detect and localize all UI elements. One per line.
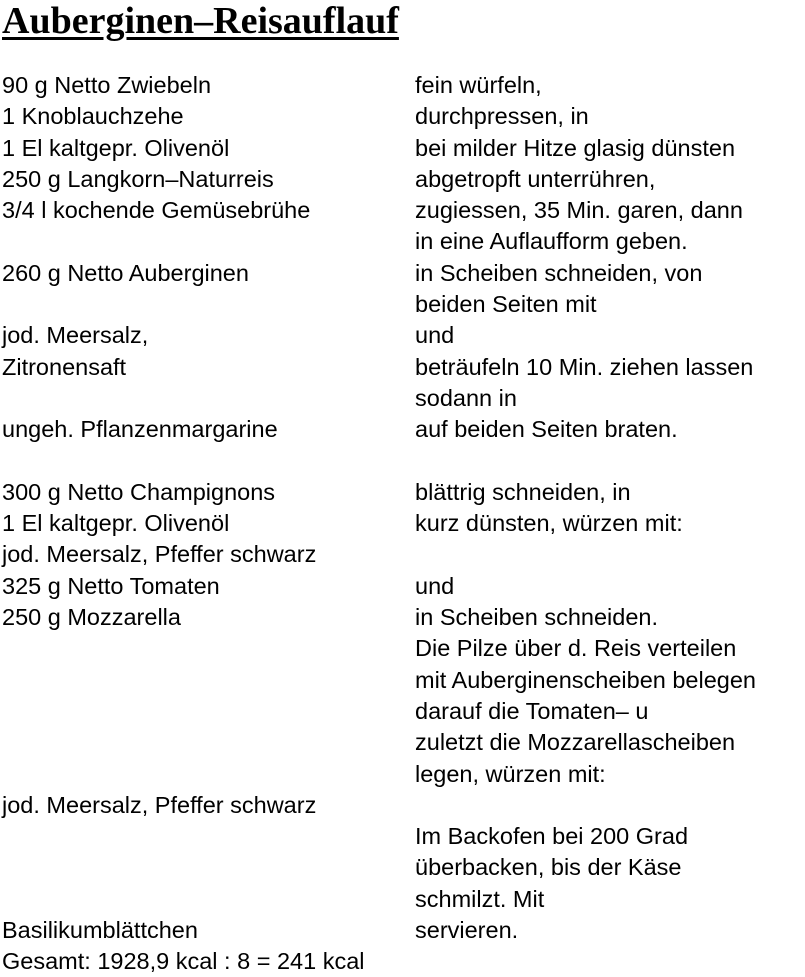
ingredient: [2, 633, 415, 664]
recipe-row: [2, 477, 805, 508]
recipe-row: [2, 915, 805, 946]
recipe-row: [2, 383, 805, 414]
instruction: legen, würzen mit:: [415, 760, 606, 787]
ingredient: 1 Knoblauchzehe: [2, 103, 184, 130]
instruction: durchpressen, in: [415, 103, 589, 130]
instruction: beträufeln 10 Min. ziehen lassen: [415, 353, 754, 380]
ingredient: 325 g Netto Tomaten: [2, 572, 220, 599]
recipe-title: Auberginen–Reisauflauf: [2, 0, 399, 42]
instruction: schmilzt. Mit: [415, 885, 545, 912]
recipe-table: [2, 70, 805, 946]
instruction: [415, 446, 805, 477]
recipe-row: [2, 289, 805, 320]
instruction: auf beiden Seiten braten.: [415, 416, 678, 443]
instruction: und: [415, 322, 455, 349]
instruction: in Scheiben schneiden.: [415, 604, 659, 631]
instruction: sodann in: [415, 384, 517, 411]
ingredient: [2, 446, 415, 477]
ingredient: [2, 289, 415, 320]
instruction: zuletzt die Mozzarellascheiben: [415, 729, 736, 756]
ingredient: 260 g Netto Auberginen: [2, 259, 249, 286]
recipe-row: [2, 852, 805, 883]
recipe-row: [2, 759, 805, 790]
ingredient: 3/4 l kochende Gemüsebrühe: [2, 197, 311, 224]
ingredient: Basilikumblättchen: [2, 917, 198, 944]
recipe-row: [2, 727, 805, 758]
recipe-row: [2, 539, 805, 570]
instruction: Die Pilze über d. Reis verteilen: [415, 635, 737, 662]
recipe-row: [2, 164, 805, 195]
recipe-row: [2, 352, 805, 383]
ingredient: 1 El kaltgepr. Olivenöl: [2, 134, 230, 161]
recipe-row: [2, 571, 805, 602]
ingredient: [2, 383, 415, 414]
instruction: überbacken, bis der Käse: [415, 854, 682, 881]
ingredient: [2, 852, 415, 883]
recipe-row: [2, 884, 805, 915]
total-calories: Gesamt: 1928,9 kcal : 8 = 241 kcal: [2, 948, 365, 974]
ingredient: jod. Meersalz,: [2, 322, 149, 349]
recipe-row: [2, 821, 805, 852]
recipe-row: [2, 665, 805, 696]
ingredient: 250 g Langkorn–Naturreis: [2, 165, 274, 192]
ingredient: Zitronensaft: [2, 353, 127, 380]
instruction: abgetropft unterrühren,: [415, 165, 656, 192]
instruction: beiden Seiten mit: [415, 291, 597, 318]
ingredient: [2, 696, 415, 727]
recipe-row: [2, 790, 805, 821]
instruction: blättrig schneiden, in: [415, 478, 631, 505]
ingredient: [2, 226, 415, 257]
instruction: in Scheiben schneiden, von: [415, 259, 703, 286]
recipe-row: [2, 633, 805, 664]
instruction: in eine Auflaufform geben.: [415, 228, 688, 255]
instruction: [415, 539, 805, 570]
ingredient: 250 g Mozzarella: [2, 604, 181, 631]
ingredient: [2, 665, 415, 696]
instruction: bei milder Hitze glasig dünsten: [415, 134, 736, 161]
recipe-row: [2, 446, 805, 477]
recipe-row: [2, 696, 805, 727]
instruction: darauf die Tomaten– u: [415, 697, 649, 724]
instruction: und: [415, 572, 455, 599]
instruction: Im Backofen bei 200 Grad: [415, 823, 689, 850]
recipe-row: [2, 133, 805, 164]
instruction: fein würfeln,: [415, 72, 542, 98]
recipe-row: [2, 195, 805, 226]
recipe-row: [2, 602, 805, 633]
recipe-row: [2, 226, 805, 257]
instruction: zugiessen, 35 Min. garen, dann: [415, 197, 743, 224]
recipe-row: [2, 414, 805, 445]
recipe-row: [2, 320, 805, 351]
instruction: mit Auberginenscheiben belegen: [415, 666, 757, 693]
instruction: kurz dünsten, würzen mit:: [415, 510, 683, 537]
ingredient: [2, 759, 415, 790]
ingredient: ungeh. Pflanzenmargarine: [2, 416, 278, 443]
ingredient: [2, 884, 415, 915]
recipe-row: [2, 258, 805, 289]
recipe-row: [2, 508, 805, 539]
recipe-row: [2, 70, 805, 101]
recipe-row: [2, 101, 805, 132]
ingredient: jod. Meersalz, Pfeffer schwarz: [2, 791, 317, 818]
ingredient: 1 El kaltgepr. Olivenöl: [2, 510, 230, 537]
ingredient: 300 g Netto Champignons: [2, 478, 276, 505]
instruction: servieren.: [415, 917, 519, 944]
ingredient: [2, 821, 415, 852]
instruction: [415, 790, 805, 821]
ingredient: [2, 727, 415, 758]
ingredient: 90 g Netto Zwiebeln: [2, 72, 212, 98]
ingredient: jod. Meersalz, Pfeffer schwarz: [2, 541, 317, 568]
